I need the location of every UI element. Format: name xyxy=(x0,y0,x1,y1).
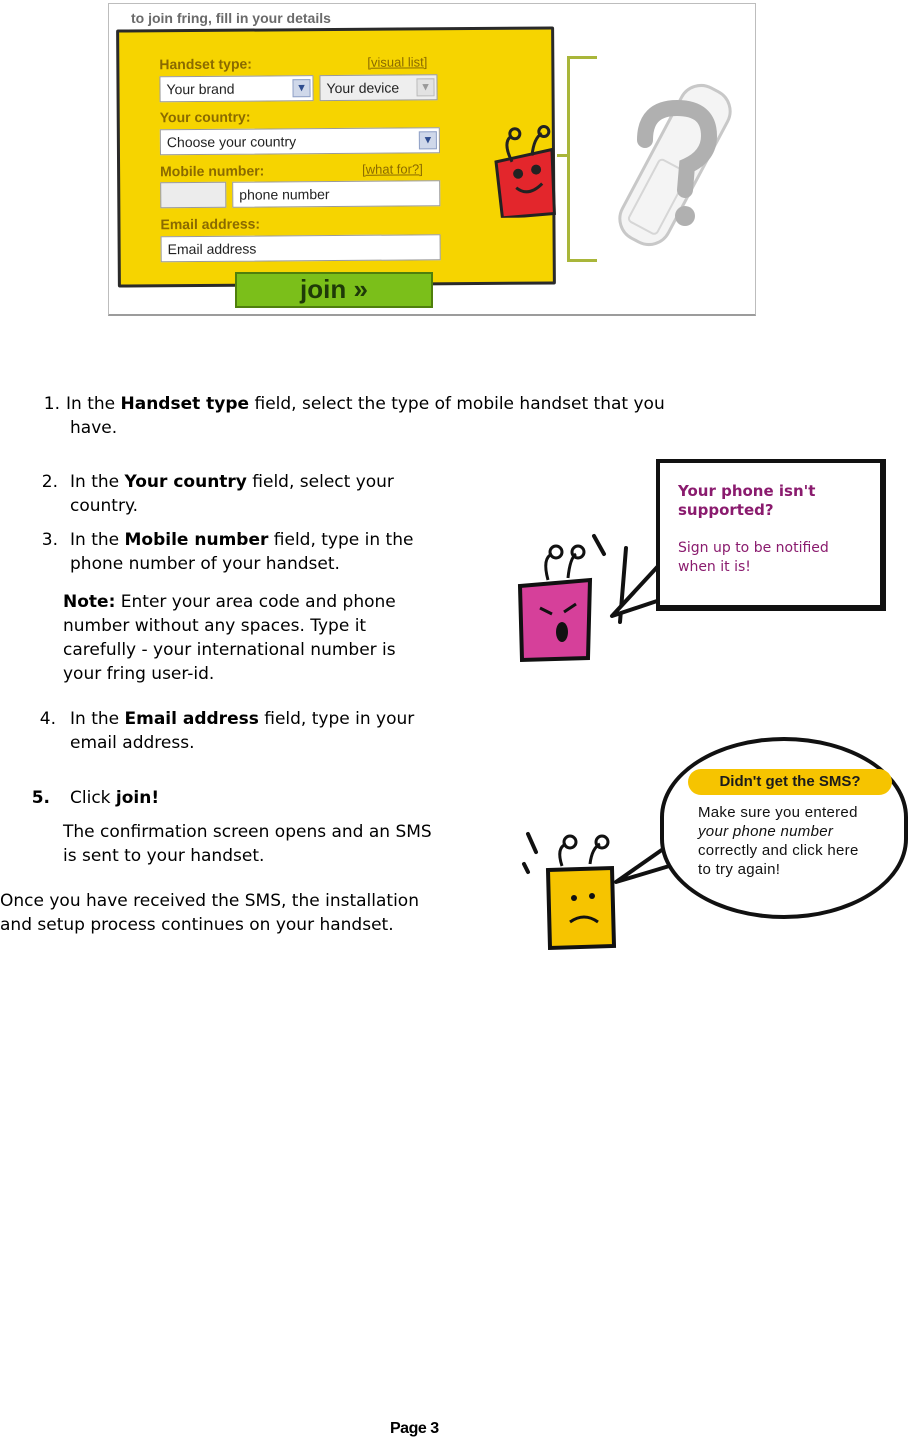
sms-bubble-text[interactable] xyxy=(698,803,898,879)
step-number: 1. xyxy=(43,394,60,414)
phone-number-field[interactable]: phone number xyxy=(232,180,440,207)
device-select[interactable] xyxy=(319,74,437,101)
signup-heading: to join fring, fill in your details xyxy=(131,10,331,26)
mobile-number-label: Mobile number: xyxy=(160,162,265,180)
sms-bubble-line: correctly and click here xyxy=(698,842,859,859)
step-text-pre: Click xyxy=(70,788,116,808)
signup-form xyxy=(116,26,556,287)
note-line: carefully - your international number is xyxy=(63,640,396,660)
step-text-continued: country. xyxy=(70,496,138,516)
step-field-name: Your country xyxy=(124,472,247,492)
step-text-pre: In the xyxy=(70,709,125,729)
note-line: Enter your area code and phone xyxy=(115,592,396,612)
note-text xyxy=(63,590,493,686)
country-select-value: Choose your country xyxy=(166,133,297,151)
notify-signup-link[interactable]: Sign up to be notified when it is! xyxy=(678,540,829,575)
chevron-down-icon: ▼ xyxy=(419,131,437,149)
visual-list-link[interactable]: [visual list] xyxy=(367,54,428,70)
what-for-link[interactable]: [what for?] xyxy=(362,161,423,177)
brand-select[interactable] xyxy=(159,75,313,102)
note-label: Note: xyxy=(63,592,116,612)
bracket-divider xyxy=(567,56,597,262)
sms-bubble-line: Make sure you entered xyxy=(698,804,858,821)
sms-bubble-title: Didn't get the SMS? xyxy=(688,769,892,795)
step-text-post: field, type in your xyxy=(258,709,415,729)
step-text-post: field, type in the xyxy=(268,530,414,550)
phone-question-icon xyxy=(615,70,735,260)
confirmation-line: The confirmation screen opens and an SMS xyxy=(63,822,432,842)
step-text-post: field, select the type of mobile handset that you xyxy=(249,394,665,414)
step-text-continued: have. xyxy=(70,418,118,438)
step-number: 4. xyxy=(39,709,56,729)
step-text-pre: In the xyxy=(70,530,125,550)
handset-type-label: Handset type: xyxy=(159,55,252,73)
red-mascot-icon xyxy=(482,121,557,218)
step-field-name: Mobile number xyxy=(124,530,269,550)
country-code-field[interactable] xyxy=(160,182,226,208)
step-field-name: Email address xyxy=(124,709,259,729)
step-2-text xyxy=(70,470,490,518)
step-number: 3. xyxy=(41,530,58,550)
step-number: 2. xyxy=(41,472,58,492)
country-label: Your country: xyxy=(159,108,251,126)
closing-line: and setup process continues on your handset. xyxy=(0,915,394,935)
step-field-name: Handset type xyxy=(120,394,250,414)
device-select-value: Your device xyxy=(326,79,400,97)
country-select[interactable] xyxy=(160,127,440,155)
step-text-continued: email address. xyxy=(70,733,195,753)
step-text-pre: In the xyxy=(70,472,125,492)
step-field-name: join! xyxy=(115,788,160,808)
brand-select-value: Your brand xyxy=(166,80,235,98)
closing-line: Once you have received the SMS, the installation xyxy=(0,891,419,911)
sms-bubble-line: to try again! xyxy=(698,861,781,878)
join-button[interactable]: join » xyxy=(235,272,433,308)
step-3-text xyxy=(70,528,490,576)
email-field[interactable]: Email address xyxy=(161,234,441,262)
email-label: Email address: xyxy=(160,215,261,233)
note-line: your fring user-id. xyxy=(63,664,215,684)
confirmation-text xyxy=(63,820,503,868)
step-4-text xyxy=(70,707,500,755)
step-text-post: field, select your xyxy=(246,472,394,492)
step-5-text xyxy=(70,786,370,810)
step-text-pre: In the xyxy=(66,394,121,414)
step-text-continued: phone number of your handset. xyxy=(70,554,340,574)
note-line: number without any spaces. Type it xyxy=(63,616,367,636)
step-1-text xyxy=(66,392,786,440)
step-number: 5. xyxy=(31,788,50,808)
confirmation-line: is sent to your handset. xyxy=(63,846,265,866)
sms-bubble-line: your phone number xyxy=(698,823,834,840)
chevron-down-icon: ▼ xyxy=(292,79,310,97)
chevron-down-icon: ▼ xyxy=(416,78,434,96)
unsupported-bubble-title: Your phone isn't supported? xyxy=(678,482,816,519)
page-number: Page 3 xyxy=(390,1420,439,1437)
closing-text xyxy=(0,889,500,937)
signup-screenshot xyxy=(108,3,756,316)
